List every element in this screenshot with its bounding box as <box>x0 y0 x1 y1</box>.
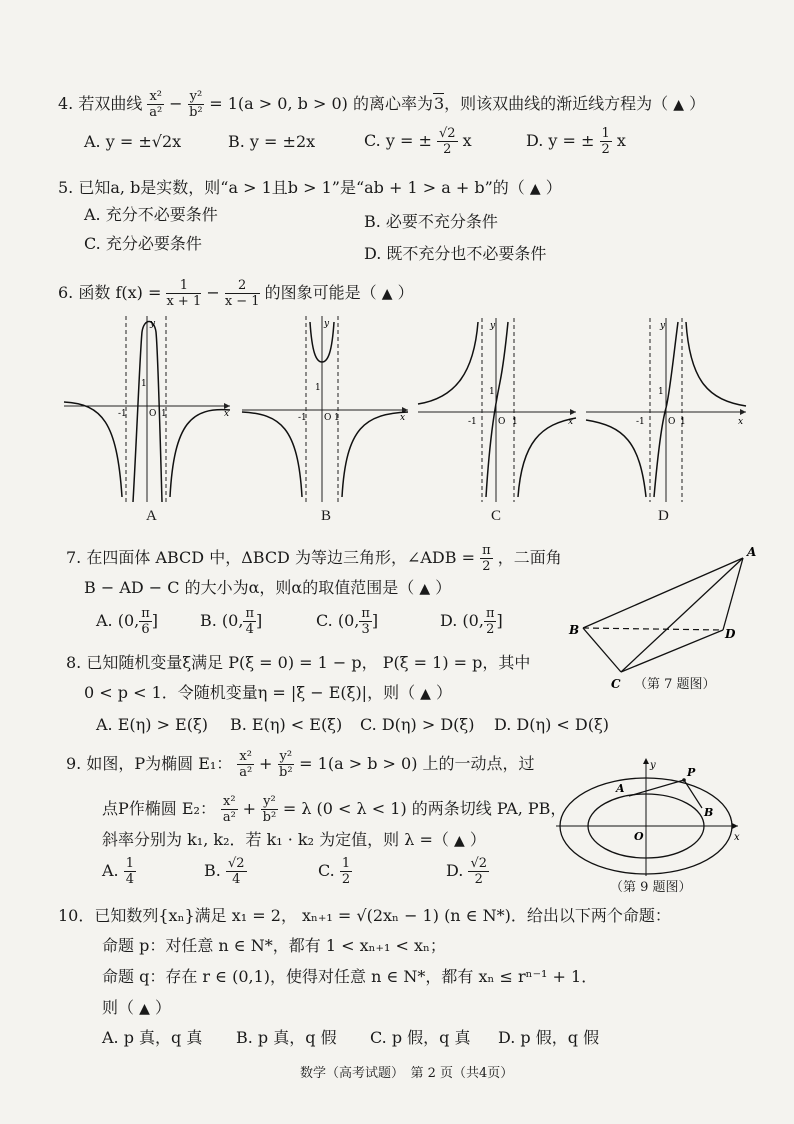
q10-line4: 则（ ▲ ） <box>102 998 171 1017</box>
svg-text:1: 1 <box>161 409 167 419</box>
svg-text:1: 1 <box>489 387 495 397</box>
q10-option-c[interactable]: C. p 假，q 真 <box>370 1028 471 1047</box>
svg-text:P: P <box>687 766 696 779</box>
q9-figure-caption: （第 9 题图） <box>610 880 692 895</box>
q9-option-d[interactable]: D. $\frac{√2}{2}$ <box>446 856 487 887</box>
q5-option-d[interactable]: D. 既不充分也不必要条件 <box>364 244 547 263</box>
svg-text:-1: -1 <box>298 413 307 423</box>
q6-graph-b[interactable] <box>240 312 412 504</box>
svg-text:-1: -1 <box>118 409 127 419</box>
q6-graph-d[interactable] <box>584 312 750 504</box>
q8-line1: 8. 已知随机变量ξ满足 P(ξ = 0) = 1 − p， P(ξ = 1) = p，其中 <box>66 653 531 672</box>
svg-text:O: O <box>149 409 157 419</box>
svg-text:1: 1 <box>315 383 321 393</box>
q7-option-c[interactable]: C. (0, $\frac{\pi}{3}$ ] <box>316 606 379 637</box>
svg-text:x: x <box>734 832 740 843</box>
page-footer: 数学（高考试题） 第 2 页（共4页） <box>300 1066 514 1081</box>
q9-line2: 点P作椭圆 E₂： $\frac{\text{x²}}{\text{a²}}$ + $\frac{\text{y²}}{\text{b²}}$ = λ (0 < λ < 1) 的两条切线 PA, PB， <box>102 794 567 825</box>
svg-text:A: A <box>747 545 757 559</box>
svg-text:C: C <box>611 677 621 691</box>
q4-option-d[interactable]: D. y = ± $\frac{1}{2}$ x <box>526 126 626 157</box>
q6-label-a: A <box>146 508 157 524</box>
svg-text:y: y <box>660 321 666 331</box>
q8-option-a[interactable]: A. E(η) > E(ξ) <box>96 715 209 734</box>
q5-option-a[interactable]: A. 充分不必要条件 <box>84 205 218 224</box>
svg-text:y: y <box>490 321 496 331</box>
svg-text:x: x <box>738 417 744 427</box>
q6-label-b: B <box>321 508 332 524</box>
svg-text:1: 1 <box>512 417 518 427</box>
q5-option-b[interactable]: B. 必要不充分条件 <box>364 212 498 231</box>
svg-text:y: y <box>150 319 156 329</box>
svg-text:1: 1 <box>334 413 340 423</box>
q9-option-c[interactable]: C. $\frac{1}{2}$ <box>318 856 351 887</box>
q6-graph-c[interactable] <box>416 312 580 504</box>
q10-line1: 10．已知数列{xₙ}满足 x₁ = 2， xₙ₊₁ = √(2xₙ − 1) (n ∈ N*)．给出以下两个命题： <box>58 906 671 925</box>
svg-text:y: y <box>650 760 656 771</box>
q7-tetrahedron-figure <box>565 542 765 692</box>
svg-text:-1: -1 <box>636 417 645 427</box>
svg-text:x: x <box>400 413 406 423</box>
q10-option-b[interactable]: B. p 真，q 假 <box>236 1028 337 1047</box>
q9-option-b[interactable]: B. $\frac{√2}{4}$ <box>204 856 245 887</box>
q7-line1: 7. 在四面体 ABCD 中，ΔBCD 为等边三角形，∠ADB = $\frac{\pi}{2}$ ，二面角 <box>66 543 562 574</box>
q9-option-a[interactable]: A. $\frac{1}{4}$ <box>102 856 135 887</box>
q8-option-c[interactable]: C. D(η) > D(ξ) <box>360 715 475 734</box>
svg-text:1: 1 <box>658 387 664 397</box>
q5-option-c[interactable]: C. 充分必要条件 <box>84 234 202 253</box>
svg-text:x: x <box>568 417 574 427</box>
svg-text:-1: -1 <box>468 417 477 427</box>
q9-line3: 斜率分别为 k₁, k₂．若 k₁ · k₂ 为定值，则 λ =（ ▲ ） <box>102 830 486 849</box>
svg-text:O: O <box>668 417 676 427</box>
svg-text:O: O <box>324 413 332 423</box>
q10-option-a[interactable]: A. p 真，q 真 <box>102 1028 203 1047</box>
q4-stem: 4. 若双曲线 $\frac{\text{x²}}{\text{a²}}$ − $\frac{\text{y²}}{\text{b²}}$ = 1(a > 0, b > 0) 的离心率为3，则该双曲线的渐近线方程为（ ▲ ） <box>58 89 706 120</box>
svg-text:y: y <box>324 319 330 329</box>
svg-text:O: O <box>498 417 506 427</box>
svg-text:O: O <box>634 830 644 843</box>
svg-text:B: B <box>704 806 714 819</box>
q4-option-b[interactable]: B. y = ±2x <box>228 132 316 151</box>
q4-option-a[interactable]: A. y = ±√2x <box>84 132 182 151</box>
q10-line3: 命题 q：存在 r ∈ (0,1)，使得对任意 n ∈ N*，都有 xₙ ≤ rⁿ⁻¹ + 1． <box>102 967 598 986</box>
svg-text:A: A <box>616 782 625 795</box>
q7-option-b[interactable]: B. (0, $\frac{\pi}{4}$ ] <box>200 606 263 637</box>
svg-text:D: D <box>725 627 736 641</box>
q8-option-b[interactable]: B. E(η) < E(ξ) <box>230 715 343 734</box>
q9-ellipse-figure <box>554 756 744 880</box>
svg-text:B: B <box>569 623 580 637</box>
q4-frac-y: $\frac{\text{y²}}{\text{b²}}$ <box>189 89 203 120</box>
q7-figure-caption: （第 7 题图） <box>634 677 716 692</box>
q6-label-d: D <box>658 508 669 524</box>
q4-option-c[interactable]: C. y = ± $\frac{√2}{2}$ x <box>364 126 472 157</box>
q6-label-c: C <box>491 508 502 524</box>
q6-graph-a[interactable] <box>62 312 234 504</box>
q7-option-d[interactable]: D. (0, $\frac{\pi}{2}$ ] <box>440 606 503 637</box>
q8-option-d[interactable]: D. D(η) < D(ξ) <box>494 715 610 734</box>
q7-option-a[interactable]: A. (0, $\frac{\pi}{6}$ ] <box>96 606 159 637</box>
q10-option-d[interactable]: D. p 假，q 假 <box>498 1028 600 1047</box>
svg-text:x: x <box>224 409 230 419</box>
q4-frac-x: $\frac{\text{x²}}{\text{a²}}$ <box>149 89 163 120</box>
q10-line2: 命题 p：对任意 n ∈ N*，都有 1 < xₙ₊₁ < xₙ； <box>102 936 446 955</box>
q9-line1: 9. 如图，P为椭圆 E₁： $\frac{\text{x²}}{\text{a²}}$ + $\frac{\text{y²}}{\text{b²}}$ = 1(a > b > 0) 上的一动点，过 <box>66 749 535 780</box>
q8-line2: 0 < p < 1．令随机变量η = |ξ − E(ξ)|，则（ ▲ ） <box>84 683 453 702</box>
svg-text:1: 1 <box>141 379 147 389</box>
q6-stem: 6. 函数 f(x) = $\frac{1}{x + 1}$ − $\frac{2}{x - 1}$ 的图象可能是（ ▲ ） <box>58 278 414 309</box>
q5-stem: 5. 已知a, b是实数，则“a > 1且b > 1”是“ab + 1 > a + b”的（ ▲ ） <box>58 178 562 197</box>
q7-line2: B − AD − C 的大小为α，则α的取值范围是（ ▲ ） <box>84 578 452 597</box>
svg-text:1: 1 <box>680 417 686 427</box>
